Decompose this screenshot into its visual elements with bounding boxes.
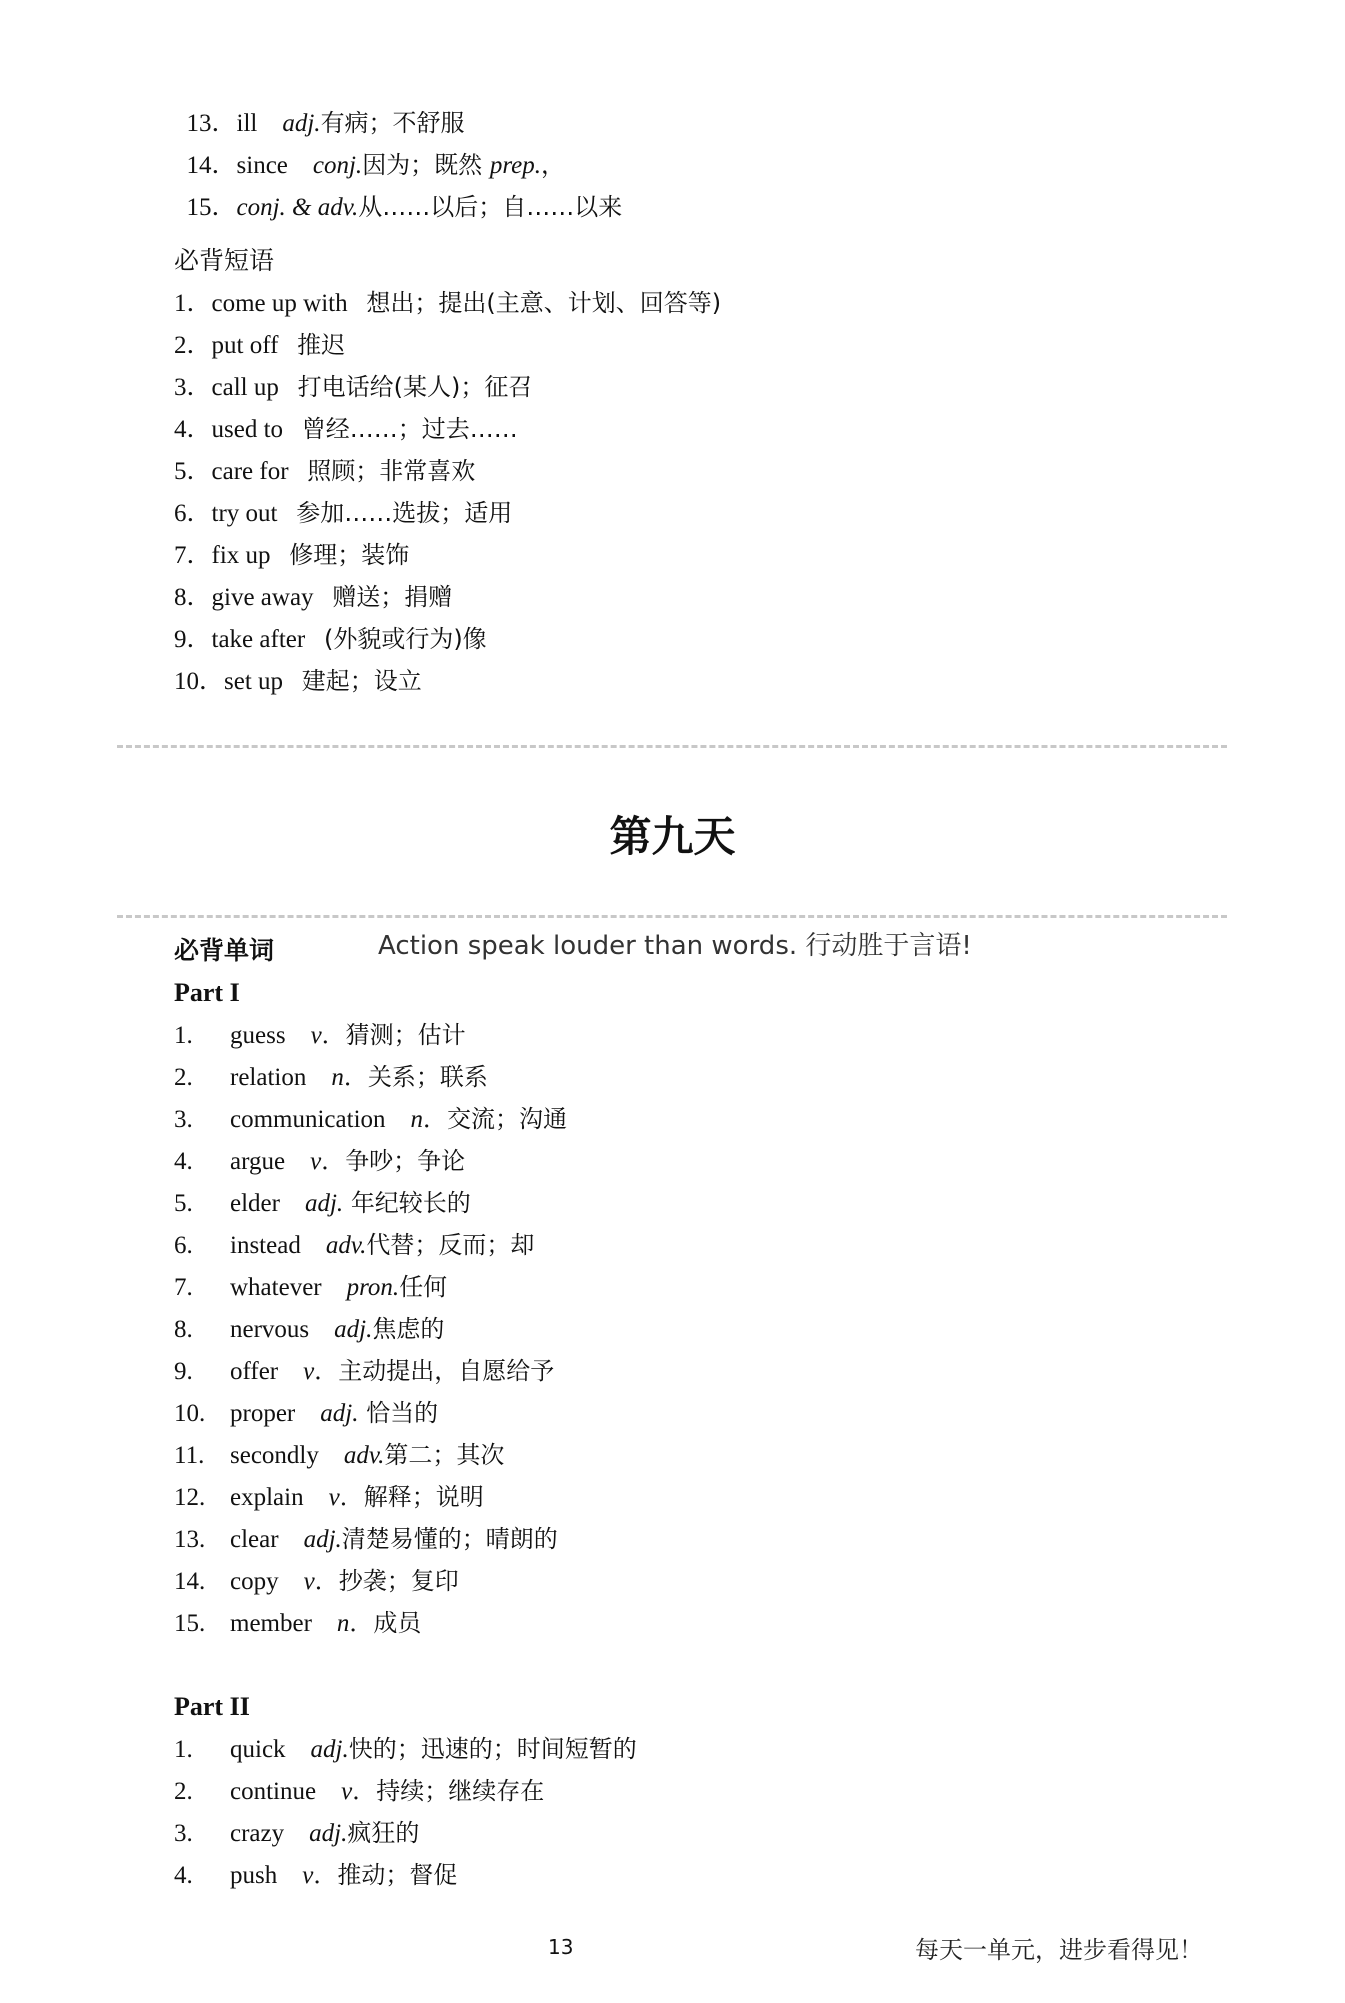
part-of-speech: v (310, 1022, 322, 1049)
phrase-item (174, 372, 532, 403)
meaning: 恰当的 (366, 1399, 439, 1427)
meaning: 持续；继续存在 (376, 1777, 545, 1805)
footer-slogan: 每天一单元，进步看得见！ (915, 1936, 1203, 1964)
part-of-speech: pron. (346, 1274, 400, 1301)
phrase: care for (211, 458, 289, 485)
phrase-item (174, 330, 345, 361)
meaning: 照顾；非常喜欢 (307, 457, 476, 485)
section-heading-phrases: 必背短语 (174, 246, 275, 275)
phrase: fix up (211, 542, 271, 569)
item-number: 1. (174, 1736, 193, 1763)
item-number: 11. (174, 1442, 205, 1469)
item-number: 5． (174, 458, 212, 485)
item-number: 7． (174, 542, 212, 569)
item-number: 3. (174, 1106, 193, 1133)
meaning: 赠送；捐赠 (332, 583, 453, 611)
day-title: 第九天 (609, 812, 736, 861)
part-of-speech: adj. (303, 1526, 342, 1553)
meaning: 关系；联系 (367, 1063, 488, 1091)
separator: ． (343, 1063, 368, 1091)
phrase: call up (211, 374, 279, 401)
meaning: 清楚易懂的；晴朗的 (341, 1525, 558, 1553)
item-number: 1. (174, 1022, 193, 1049)
phrase-item (174, 666, 422, 697)
item-number: 2． (174, 332, 212, 359)
meaning: 成员 (373, 1609, 422, 1637)
meaning: 参加……选拔；适用 (296, 499, 513, 527)
word-item (174, 1566, 459, 1597)
word-item (174, 1608, 421, 1639)
word: proper (230, 1400, 296, 1427)
word-item (174, 1356, 554, 1387)
word: offer (230, 1358, 279, 1385)
separator: ． (314, 1357, 339, 1385)
item-number: 13. (174, 1526, 206, 1553)
part-of-speech: conj. & adv. (236, 194, 359, 221)
item-number: 6． (174, 500, 212, 527)
word: ill (236, 110, 258, 137)
part-of-speech: v (302, 1862, 314, 1889)
meaning: 曾经……；过去…… (301, 415, 518, 443)
word: explain (230, 1484, 304, 1511)
meaning: 争吵；争论 (345, 1147, 466, 1175)
part-of-speech: v (303, 1568, 315, 1595)
meaning: 猜测；估计 (345, 1021, 466, 1049)
item-number: 14. (174, 1568, 206, 1595)
item-number: 8. (174, 1316, 193, 1343)
word: since (236, 152, 288, 179)
word: quick (230, 1736, 286, 1763)
word-item (174, 1776, 544, 1807)
item-number: 4. (174, 1148, 193, 1175)
meaning: 想出；提出(主意、计划、回答等) (366, 289, 722, 317)
item-number: 7. (174, 1274, 193, 1301)
item-number: 15． (186, 194, 237, 221)
phrase-item (174, 624, 487, 655)
item-number: 14． (186, 152, 237, 179)
item-number: 12. (174, 1484, 206, 1511)
separator: ． (313, 1861, 338, 1889)
part-heading: Part I (174, 978, 240, 1007)
part-of-speech: adj. (304, 1190, 344, 1217)
word-item (174, 1272, 447, 1303)
item-number: 9． (174, 626, 212, 653)
part-of-speech: n (336, 1610, 350, 1637)
item-number: 1． (174, 290, 212, 317)
meaning: 代替；反而；却 (366, 1231, 535, 1259)
word: secondly (230, 1442, 319, 1469)
phrase: used to (211, 416, 284, 443)
phrase-item (174, 456, 475, 487)
separator: ． (321, 1021, 346, 1049)
phrase-item (174, 582, 452, 613)
meaning: 快的；迅速的；时间短暂的 (348, 1735, 637, 1763)
word: instead (230, 1232, 301, 1259)
item-number: 5. (174, 1190, 193, 1217)
word-item (174, 1440, 504, 1471)
item-number: 10. (174, 1400, 206, 1427)
word: crazy (230, 1820, 285, 1847)
phrase: give away (211, 584, 314, 611)
part-of-speech: adj. (309, 1820, 348, 1847)
phrase-item (174, 288, 721, 319)
word: whatever (230, 1274, 322, 1301)
word-item (174, 1314, 444, 1345)
section-heading-words: 必背单词 (174, 936, 275, 965)
meaning: 疯狂的 (347, 1819, 420, 1847)
meaning: 有病；不舒服 (320, 109, 465, 137)
word: member (230, 1610, 312, 1637)
word-item (174, 1188, 471, 1219)
meaning: 从……以后；自……以来 (358, 193, 623, 221)
part-of-speech: adj. (282, 110, 321, 137)
item-number: 2. (174, 1064, 193, 1091)
word: argue (230, 1148, 286, 1175)
word-item (174, 1230, 534, 1261)
phrase: try out (211, 500, 278, 527)
word: push (230, 1862, 278, 1889)
meaning: 因为；既然 (362, 151, 490, 179)
part-of-speech: v (310, 1148, 322, 1175)
separator: ． (314, 1567, 339, 1595)
part-of-speech: v (341, 1778, 353, 1805)
item-number: 2. (174, 1778, 193, 1805)
separator (343, 1189, 351, 1217)
item-number: 13． (186, 110, 237, 137)
item-number: 15. (174, 1610, 206, 1637)
separator: ． (423, 1105, 448, 1133)
motto: Action speak louder than words. 行动胜于言语! (378, 931, 972, 961)
word-item (174, 1104, 567, 1135)
word-item (174, 1524, 558, 1555)
word: clear (230, 1526, 279, 1553)
part-of-speech: adj. (320, 1400, 359, 1427)
meaning: 年纪较长的 (350, 1189, 471, 1217)
word-item (174, 1062, 488, 1093)
separator: ． (349, 1609, 374, 1637)
item-number: 4． (174, 416, 212, 443)
phrase-item (174, 498, 512, 529)
meaning: 主动提出，自愿给予 (338, 1357, 555, 1385)
meaning: 修理；装饰 (289, 541, 410, 569)
word-item (174, 1398, 438, 1429)
word: continue (230, 1778, 317, 1805)
part-heading: Part II (174, 1692, 250, 1721)
meaning: 打电话给(某人)；征召 (297, 373, 533, 401)
word-item (174, 1482, 484, 1513)
meaning: 抄袭；复印 (338, 1567, 459, 1595)
item-number: 3． (174, 374, 212, 401)
phrase-item (174, 540, 409, 571)
meaning: 第二；其次 (384, 1441, 505, 1469)
part-of-speech: conj. (312, 152, 363, 179)
part-of-speech: adj. (334, 1316, 373, 1343)
item-number: 6. (174, 1232, 193, 1259)
meaning: (外貌或行为)像 (323, 625, 487, 653)
part-of-speech: n (331, 1064, 344, 1091)
separator: ． (352, 1777, 377, 1805)
word: communication (230, 1106, 386, 1133)
item-number: 8． (174, 584, 212, 611)
item-number: 4. (174, 1862, 193, 1889)
word: guess (230, 1022, 286, 1049)
meaning: 焦虑的 (372, 1315, 445, 1343)
phrase: come up with (211, 290, 348, 317)
divider (117, 745, 1227, 748)
item-number: 9. (174, 1358, 193, 1385)
meaning: 建起；设立 (301, 667, 422, 695)
word-item (174, 1734, 637, 1765)
word: copy (230, 1568, 279, 1595)
word-item (174, 1146, 465, 1177)
part-of-speech: adv. (325, 1232, 367, 1259)
word-item (174, 1818, 419, 1849)
word: nervous (230, 1316, 310, 1343)
word: relation (230, 1064, 307, 1091)
meaning: 解释；说明 (363, 1483, 484, 1511)
separator: ． (339, 1483, 364, 1511)
part-of-speech: v (303, 1358, 315, 1385)
meaning: 任何 (399, 1273, 448, 1301)
divider (117, 915, 1227, 918)
item-number: 10． (174, 668, 225, 695)
part-of-speech: n (410, 1106, 424, 1133)
phrase: take after (211, 626, 306, 653)
word-item (174, 1860, 457, 1891)
phrase-item (174, 414, 518, 445)
separator: ． (321, 1147, 346, 1175)
word-item (174, 1020, 466, 1051)
phrase: set up (224, 668, 284, 695)
vocab-line (174, 162, 622, 223)
separator (358, 1399, 366, 1427)
meaning: 交流；沟通 (447, 1105, 568, 1133)
phrase: put off (211, 332, 279, 359)
page-number: 13 (548, 1935, 574, 1959)
item-number: 3. (174, 1820, 193, 1847)
punctuation: ， (540, 151, 565, 179)
meaning: 推迟 (297, 331, 346, 359)
part-of-speech: v (328, 1484, 340, 1511)
part-of-speech: prep. (489, 152, 541, 179)
meaning: 推动；督促 (337, 1861, 458, 1889)
part-of-speech: adv. (343, 1442, 385, 1469)
part-of-speech: adj. (310, 1736, 349, 1763)
word: elder (230, 1190, 280, 1217)
